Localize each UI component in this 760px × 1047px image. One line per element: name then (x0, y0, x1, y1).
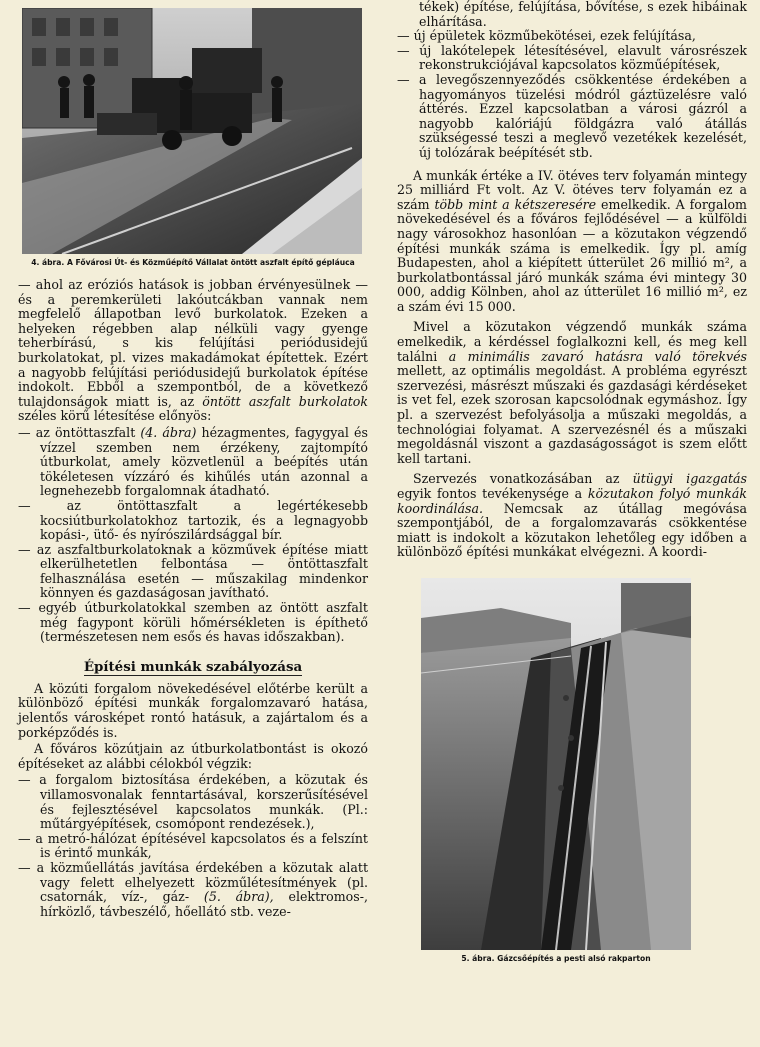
bullet-2: — az öntöttaszfalt a legértékesebb kocsiútburkolatokhoz tartozik, és a legnagyobb kopási-, ütő- és nyírószilárdsággal bír. (18, 497, 368, 543)
bullet-8: — új épületek közműbekötései, ezek felújítása, (397, 28, 696, 44)
right-column (397, 0, 747, 964)
bullet-1 (18, 426, 368, 499)
left-intro-paragraph (18, 278, 368, 424)
bullet-7-text-a: — a közműellátás javítása érdekében a közutak alatt vagy felett elhelyezett közműlétesítmények (pl. csatornák, víz-, gáz- (18, 859, 368, 905)
bullet-1-text-a: — az öntöttaszfalt (18, 424, 136, 440)
right-paragraph-3-emphasis-1: ütügyi igazgatás (632, 471, 748, 487)
figure-5-caption: 5. ábra. Gázcsőépítés a pesti alsó rakparton (461, 953, 651, 963)
bullet-1-figure-ref: (4. ábra) (140, 424, 197, 440)
figure-4-photo (22, 8, 362, 254)
right-paragraph-2-text-b: mellett, az optimális megoldást. A probléma egyrészt szervezési, másrészt műszaki és gazdasági kérdéseket is vet fel, ezek szorosan kapcsolódnak egymáshoz. Így pl. a szervezést befolyásolja a műszaki megoldás, a technológiai folyamat. A szervezésnél és a műszaki megoldásnál viszont a gazdaságosságot is szem előtt kell tartani. (397, 363, 747, 466)
right-paragraph-2-emphasis: a minimális zavaró hatásra való törekvés (448, 348, 747, 364)
bullet-5: — a forgalom biztosítása érdekében, a közutak és villamosvonalak fenntartásával, korszerűsítésével és fejlesztésével kapcsolatos munkák. (Pl.: műtárgyépítések, csomópont rendezések.), (18, 772, 368, 832)
right-paragraph-3-text-b: egyik fontos tevékenysége a (397, 486, 583, 501)
gas-pipe-construction-photo (421, 578, 691, 950)
bullet-7-text-b: elektromos-, hírközlő, távbeszélő, hőellátó stb. veze- (40, 889, 368, 919)
asphalt-paving-photo (22, 8, 362, 254)
right-paragraph-2 (397, 320, 747, 466)
bullet-7 (18, 861, 368, 919)
bullet-1-text-b: hézagmentes, fagygyal és vízzel szemben nem érzékeny, zajtompító útburkolat, amely közvetlenül a beépítés után tökéletesen vízzáró és kihűlés után azonnal a legnehezebb forgalomnak átadható. (40, 424, 368, 499)
right-paragraph-3-emphasis-2: közutakon folyó munkák koordinálása. (397, 486, 747, 516)
bullet-3: — az aszfaltburkolatoknak a közművek építése miatt elkerülhetetlen felbontása — öntöttaszfalt felhasználása esetén — műszakilag mindenkor könnyen és gazdaságosan javítható. (18, 541, 368, 601)
right-continuation: tékek) építése, felújítása, bővítése, s ezek hibáinak elhárítása. (419, 0, 747, 29)
left-paragraph-3: A főváros közútjain az útburkolatbontást is okozó építéseket az alábbi célokból végzik: (18, 741, 368, 771)
left-column (18, 0, 368, 919)
figure-4-caption: 4. ábra. A Fővárosi Út- és Közműépítő Vállalat öntött aszfalt építő gépláuca (31, 258, 355, 267)
bullet-7-figure-ref: (5. ábra), (203, 889, 274, 905)
right-paragraph-1 (397, 169, 747, 315)
right-paragraph-1-emphasis: több mint a kétszeresére (434, 196, 597, 212)
bullet-10: — a levegőszennyeződés csökkentése érdekében a hagyományos tüzelési módról gáztüzelésre való áttérés. Ezzel kapcsolatban a városi gázról a nagyobb kalóriájú földgázra való átállás szükségessé teszi a meglevő vezetékek kezelését, új tolózárak beépítését stb. (397, 71, 747, 160)
section-heading-text: Építési munkák szabályozása (83, 658, 303, 675)
left-intro-emphasis: öntött aszfalt burkolatok (202, 393, 368, 409)
right-paragraph-1-text-a: A munkák értéke a IV. ötéves terv folyamán mintegy 25 milliárd Ft volt. Az V. ötéves terv folyamán ez a szám (397, 167, 747, 212)
right-paragraph-3-text-c: Nemcsak az útállag megóvása szempontjából, de a forgalomzavarás csökkentése miatt is indokolt a közutakon lehetőleg egy időben a különböző építési munkákat elvégezni. A koordi- (397, 500, 747, 560)
bullet-4: — egyéb útburkolatokkal szemben az öntött aszfalt még fagypont körüli hőmérsékleten is építhető (természetesen nem esős és havas időszakban). (18, 600, 368, 645)
right-paragraph-2-text-a: Mivel a közutakon végzendő munkák száma emelkedik, a kérdéssel foglalkozni kell, és meg kell találni (397, 319, 747, 364)
figure-5-photo (421, 578, 691, 950)
right-paragraph-3-text-a: Szervezés vonatkozásában az (413, 471, 620, 487)
left-intro-end: széles körű létesítése előnyös: (18, 408, 212, 424)
left-intro-text: — ahol az eróziós hatások is jobban érvényesülnek — és a peremkerületi lakóutcákban vannak nem megfelelő állapotban levő burkolatok. Ezeken a helyeken régebben alap nélküli vagy gyenge teherbírású, s kis felújítási periódusidejű burkolatokat, pl. vizes makadámokat építettek. Ezért a nagyobb felújítási periódusidejű burkolatok építése indokolt. Ebből a szempontból, de a következő tulajdonságok miatt is, az (18, 277, 368, 409)
left-paragraph-2: A közúti forgalom növekedésével előtérbe került a különböző építési munkák forgalomzavaró hatása, jelentős városképet rontó hatásuk, a zajártalom és a porképződés is. (18, 680, 368, 740)
bullet-9: — új lakótelepek létesítésével, elavult városrészek rekonstrukciójával kapcsolatos közműépítések, (397, 42, 747, 73)
right-paragraph-1-text-b: emelkedik. A forgalom növekedésével és a főváros fejlődésével — a külföldi nagy városokhoz hasonlóan — a közutakon végzendő építési munkák száma is emelkedik. Így pl. amíg Budapesten, ahol a kiépített útterület 26 millió m², a burkolatbontással járó munkák száma évi mintegy 30 000, addig Kölnben, ahol az útterület 16 millió m², ez a szám évi 15 000. (397, 196, 748, 314)
section-heading (18, 659, 368, 676)
right-paragraph-3 (397, 472, 747, 560)
bullet-6: — a metró-hálózat építésével kapcsolatos és a felszínt is érintő munkák, (18, 830, 368, 861)
